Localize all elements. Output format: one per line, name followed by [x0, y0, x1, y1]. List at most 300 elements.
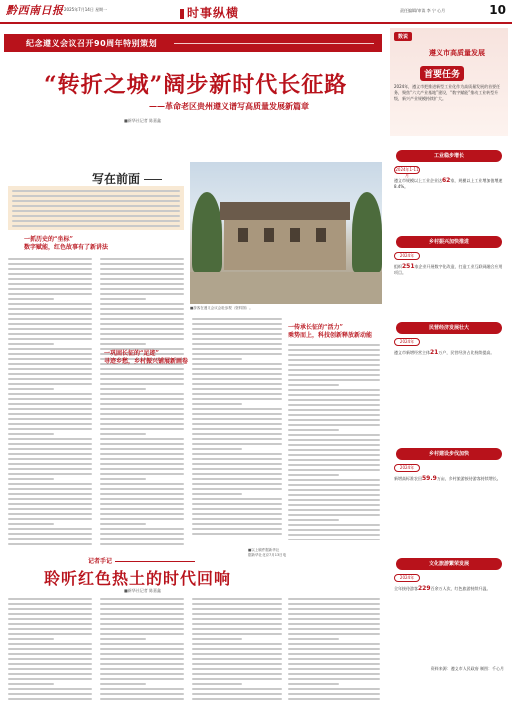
sidebar-stat-4 — [394, 476, 504, 482]
text-line — [100, 543, 184, 545]
stats-sidebar — [390, 28, 508, 704]
text-line — [100, 368, 184, 370]
text-line — [100, 458, 184, 460]
text-line — [100, 538, 184, 540]
text-line — [192, 688, 282, 690]
text-line — [192, 433, 282, 435]
text-line — [288, 489, 380, 491]
credit-lines — [248, 548, 286, 558]
text-line — [288, 504, 380, 506]
text-line — [8, 293, 92, 295]
text-line — [192, 328, 282, 330]
text-line — [192, 658, 282, 660]
second-byline: ■新华社记者 陈嘉鑫 — [124, 588, 162, 593]
text-line — [100, 398, 184, 400]
text-line — [8, 538, 92, 540]
subtitle-2 — [104, 350, 188, 366]
text-line — [100, 383, 184, 385]
text-line — [192, 523, 282, 525]
sidebar-year-4: 2024年 — [394, 464, 420, 472]
text-line — [192, 513, 282, 515]
feature-photo — [190, 162, 382, 304]
text-line — [8, 318, 92, 320]
text-line — [8, 408, 92, 410]
text-line — [100, 463, 184, 465]
text-line — [100, 453, 184, 455]
second-headline: 聆听红色热土的时代回响 — [44, 569, 232, 588]
text-line — [8, 478, 54, 480]
text-line — [8, 508, 92, 510]
text-line — [12, 200, 180, 202]
text-line — [12, 205, 180, 207]
text-line — [100, 438, 184, 440]
text-line — [100, 598, 184, 600]
text-line — [8, 258, 92, 260]
text-line — [288, 509, 380, 511]
text-line — [192, 318, 282, 320]
text-line — [8, 543, 92, 545]
intro-text — [12, 190, 180, 228]
text-line — [8, 613, 92, 615]
text-line — [8, 303, 92, 305]
sidebar-hero — [390, 28, 508, 136]
text-line — [288, 618, 380, 620]
text-line — [8, 403, 92, 405]
text-line — [288, 389, 380, 391]
text-line — [8, 438, 92, 440]
text-line — [192, 613, 282, 615]
kicker-rule — [115, 561, 195, 562]
text-line — [8, 688, 92, 690]
sidebar-footer: 资料来源：遵义市人民政府 制图：千心月 — [430, 666, 504, 671]
text-line — [8, 638, 54, 640]
text-line — [8, 428, 92, 430]
lead-headline: “转折之城”阔步新时代长征路 — [44, 72, 348, 98]
stat-value: 21 — [430, 349, 439, 356]
text-line — [192, 693, 282, 695]
text-line — [8, 393, 92, 395]
newspaper-logo: 黔西南日报 — [6, 4, 64, 17]
text-line — [192, 398, 282, 400]
stat-prefix: 组织 — [394, 264, 402, 269]
text-line — [8, 358, 92, 360]
text-line — [100, 638, 146, 640]
stat-prefix: 遵义市新增经营主体 — [394, 350, 430, 355]
text-line — [100, 408, 184, 410]
text-line — [100, 473, 184, 475]
subtitle-1-line1: 一抓历史的“坐标” — [24, 236, 73, 243]
text-line — [192, 633, 282, 635]
publication-date: 2025年7月14日 星期一 — [64, 7, 108, 12]
sidebar-section-2 — [396, 236, 502, 248]
text-line — [192, 358, 242, 360]
text-line — [8, 668, 92, 670]
text-line — [100, 648, 184, 650]
text-line — [288, 598, 380, 600]
subtitle-3-line1: 一传承长征的“活力” — [288, 324, 343, 331]
credit-line-1: ■以上稿件据新华社 — [248, 548, 280, 552]
text-line — [192, 338, 282, 340]
text-line — [8, 473, 92, 475]
stat-suffix: 家企业开展数字化改造，打造工业互联网融合应用项目。 — [394, 264, 503, 275]
text-line — [192, 413, 282, 415]
text-line — [8, 678, 92, 680]
stat-suffix: 百余万人次，红色旅游持续升温。 — [430, 586, 491, 591]
text-line — [100, 268, 184, 270]
second-body-column-3 — [192, 598, 282, 702]
banner-title: 纪念遵义会议召开90周年特别策划 — [26, 39, 158, 48]
text-line — [288, 519, 339, 521]
text-line — [100, 298, 146, 300]
text-line — [100, 308, 184, 310]
sidebar-year-3: 2024年 — [394, 338, 420, 346]
subtitle-2-line1: 一巩固长征的“足迹” — [104, 350, 159, 357]
text-line — [100, 293, 184, 295]
text-line — [192, 378, 282, 380]
text-line — [288, 613, 380, 615]
text-line — [192, 678, 282, 680]
text-line — [100, 693, 184, 695]
body-column-3 — [192, 318, 282, 538]
text-line — [8, 458, 92, 460]
feature-banner — [4, 34, 382, 52]
text-line — [12, 220, 180, 222]
text-line — [192, 673, 282, 675]
text-line — [192, 343, 282, 345]
text-line — [100, 468, 184, 470]
text-line — [8, 433, 54, 435]
text-line — [8, 268, 92, 270]
text-line — [100, 613, 184, 615]
body-column-1 — [8, 258, 92, 548]
subtitle-1 — [24, 236, 164, 252]
sidebar-stat-3 — [394, 350, 504, 356]
text-line — [192, 443, 282, 445]
text-line — [192, 638, 242, 640]
text-line — [192, 618, 282, 620]
text-line — [100, 373, 184, 375]
text-line — [8, 448, 92, 450]
text-line — [12, 210, 180, 212]
page-number: 10 — [489, 3, 506, 17]
text-line — [288, 369, 380, 371]
text-line — [8, 643, 92, 645]
text-line — [288, 499, 380, 501]
text-line — [100, 628, 184, 630]
section-heading — [92, 170, 162, 187]
text-line — [192, 653, 282, 655]
text-line — [288, 459, 380, 461]
photo-ground — [190, 272, 382, 304]
text-line — [288, 628, 380, 630]
text-line — [8, 483, 92, 485]
text-line — [288, 399, 380, 401]
text-line — [288, 434, 380, 436]
text-line — [8, 413, 92, 415]
text-line — [192, 668, 282, 670]
stat-value: 62 — [442, 177, 451, 184]
sidebar-section-label: 文化旅游繁荣发展 — [428, 561, 469, 567]
text-line — [100, 403, 184, 405]
subtitle-3-line2: 乘势而上，科技创新释放新动能 — [288, 332, 373, 339]
text-line — [8, 533, 92, 535]
text-line — [192, 458, 282, 460]
text-line — [192, 648, 282, 650]
photo-window — [316, 228, 326, 242]
text-line — [192, 643, 282, 645]
photo-building-roof — [220, 202, 350, 220]
text-line — [100, 428, 184, 430]
text-line — [100, 328, 184, 330]
text-line — [8, 263, 92, 265]
text-line — [8, 468, 92, 470]
sidebar-intro: 2024年，遵义市把推进新型工业化作为高质量发展的首要任务，聚焦“六大产业基地”建设，“数字赋能”推动工业转型升级，新兴产业规模持续扩大。 — [394, 84, 501, 101]
intro-box — [8, 186, 184, 230]
text-line — [8, 273, 92, 275]
text-line — [100, 258, 184, 260]
text-line — [288, 414, 380, 416]
text-line — [192, 498, 282, 500]
text-line — [8, 503, 92, 505]
stat-suffix: 家，规模以上工业增加值增速 8.4%。 — [394, 178, 503, 189]
text-line — [8, 663, 92, 665]
text-line — [8, 493, 92, 495]
text-line — [100, 443, 184, 445]
text-line — [100, 388, 146, 390]
text-line — [8, 633, 92, 635]
text-line — [100, 608, 184, 610]
text-line — [8, 283, 92, 285]
text-line — [100, 488, 184, 490]
text-line — [288, 354, 380, 356]
text-line — [8, 288, 92, 290]
text-line — [100, 623, 184, 625]
text-line — [100, 278, 184, 280]
column-name-text: 时事纵横 — [187, 6, 240, 20]
text-line — [288, 374, 380, 376]
text-line — [8, 513, 92, 515]
text-line — [8, 693, 92, 695]
banner-divider — [174, 43, 374, 44]
stat-prefix: 遵义市规模以上工业企业达 — [394, 178, 442, 183]
lead-subhead: ——革命老区贵州遵义谱写高质量发展新篇章 — [149, 101, 309, 111]
sidebar-section-label: 乡村振兴加快推进 — [428, 239, 469, 245]
text-line — [8, 333, 92, 335]
text-line — [100, 283, 184, 285]
text-line — [192, 483, 282, 485]
text-line — [8, 368, 92, 370]
text-line — [8, 683, 54, 685]
text-line — [8, 418, 92, 420]
sidebar-section-5 — [396, 558, 502, 570]
stat-suffix: 万户，民营经济占比持续提高。 — [438, 350, 495, 355]
text-line — [192, 683, 242, 685]
text-line — [288, 394, 380, 396]
text-line — [8, 338, 92, 340]
stat-value: 59.9 — [422, 475, 437, 482]
text-line — [100, 698, 184, 700]
text-line — [288, 673, 380, 675]
second-body-column-1 — [8, 598, 92, 702]
text-line — [100, 493, 184, 495]
photo-caption: ■游客在遵义会议会址参观（资料图）。 — [190, 306, 253, 310]
sidebar-section-label: 工业稳步增长 — [433, 153, 464, 159]
text-line — [288, 384, 339, 386]
stat-prefix: 全年接待游客 — [394, 586, 418, 591]
text-line — [288, 464, 380, 466]
text-line — [8, 398, 92, 400]
text-line — [192, 518, 282, 520]
text-line — [8, 598, 92, 600]
stat-prefix: 新增高标准农田 — [394, 476, 422, 481]
text-line — [288, 668, 380, 670]
text-line — [100, 303, 184, 305]
text-line — [8, 343, 54, 345]
text-line — [12, 190, 180, 192]
body-column-4 — [288, 344, 380, 540]
text-line — [192, 428, 282, 430]
sidebar-year-1: 2024年1-11月 — [395, 167, 419, 178]
text-line — [100, 478, 146, 480]
text-line — [8, 353, 92, 355]
text-line — [100, 413, 184, 415]
text-line — [100, 658, 184, 660]
text-line — [100, 513, 184, 515]
column-name — [180, 4, 239, 21]
text-line — [8, 488, 92, 490]
text-line — [192, 438, 282, 440]
text-line — [192, 528, 282, 530]
text-line — [192, 473, 282, 475]
text-line — [192, 608, 282, 610]
text-line — [100, 378, 184, 380]
text-line — [192, 503, 282, 505]
text-line — [192, 423, 282, 425]
text-line — [192, 448, 242, 450]
sidebar-section-1 — [396, 150, 502, 162]
text-line — [100, 668, 184, 670]
text-line — [192, 533, 282, 535]
text-line — [192, 493, 242, 495]
text-line — [192, 663, 282, 665]
text-line — [192, 418, 282, 420]
text-line — [8, 653, 92, 655]
sidebar-stat-5 — [394, 586, 504, 592]
text-line — [288, 638, 339, 640]
text-line — [192, 348, 282, 350]
text-line — [8, 298, 54, 300]
text-line — [192, 623, 282, 625]
text-line — [8, 518, 92, 520]
text-line — [8, 673, 92, 675]
text-line — [100, 508, 184, 510]
text-line — [288, 444, 380, 446]
text-line — [100, 323, 184, 325]
text-line — [100, 288, 184, 290]
kicker — [88, 556, 195, 565]
subtitle-2-line2: 寻迹乡愁，乡村振兴铺展新画卷 — [104, 358, 189, 365]
sidebar-section-4 — [396, 448, 502, 460]
text-line — [288, 344, 380, 346]
text-line — [288, 698, 380, 700]
text-line — [100, 503, 184, 505]
text-line — [288, 404, 380, 406]
sidebar-title-highlight: 首要任务 — [420, 66, 464, 81]
text-line — [8, 373, 92, 375]
lead-byline: ■新华社记者 陈嘉鑫 — [124, 118, 162, 123]
text-line — [288, 693, 380, 695]
text-line — [192, 323, 282, 325]
text-line — [8, 648, 92, 650]
text-line — [8, 308, 92, 310]
text-line — [8, 363, 92, 365]
text-line — [100, 533, 184, 535]
stat-value: 229 — [418, 585, 431, 592]
sidebar-section-label: 乡村建设步伐加快 — [428, 451, 469, 457]
text-line — [100, 343, 146, 345]
text-line — [192, 333, 282, 335]
photo-tree — [352, 192, 382, 272]
text-line — [288, 419, 380, 421]
text-line — [288, 678, 380, 680]
text-line — [192, 393, 282, 395]
text-line — [192, 363, 282, 365]
text-line — [288, 474, 339, 476]
text-line — [288, 683, 339, 685]
text-line — [288, 603, 380, 605]
second-body-column-2 — [100, 598, 184, 702]
text-line — [100, 683, 146, 685]
text-line — [8, 278, 92, 280]
text-line — [288, 409, 380, 411]
text-line — [8, 323, 92, 325]
text-line — [100, 518, 184, 520]
text-line — [8, 618, 92, 620]
sidebar-year-2: 2024年 — [394, 252, 420, 260]
main-column — [4, 28, 382, 704]
text-line — [288, 379, 380, 381]
text-line — [100, 603, 184, 605]
sidebar-year-5: 2024年 — [394, 574, 420, 582]
text-line — [100, 338, 184, 340]
text-line — [288, 529, 380, 531]
text-line — [100, 418, 184, 420]
credit-line-2: 据新华社北京7月13日电 — [248, 553, 287, 557]
text-line — [192, 698, 282, 700]
text-line — [192, 388, 282, 390]
subtitle-3 — [288, 324, 382, 340]
text-line — [192, 373, 282, 375]
text-line — [8, 528, 92, 530]
sidebar-title: 遵义市高质量发展 — [429, 48, 485, 57]
text-line — [288, 364, 380, 366]
text-line — [288, 424, 380, 426]
text-line — [100, 523, 146, 525]
text-line — [8, 328, 92, 330]
text-line — [8, 463, 92, 465]
sidebar-section-label: 民营经济发展壮大 — [428, 325, 469, 331]
photo-window — [238, 228, 248, 242]
text-line — [8, 313, 92, 315]
text-line — [8, 498, 92, 500]
text-line — [8, 523, 54, 525]
text-line — [288, 494, 380, 496]
text-line — [8, 698, 92, 700]
text-line — [100, 333, 184, 335]
text-line — [100, 423, 184, 425]
subtitle-1-line2: 数字赋能，红色故事有了新讲法 — [24, 244, 109, 251]
kicker-text: 记者手记 — [88, 558, 113, 565]
